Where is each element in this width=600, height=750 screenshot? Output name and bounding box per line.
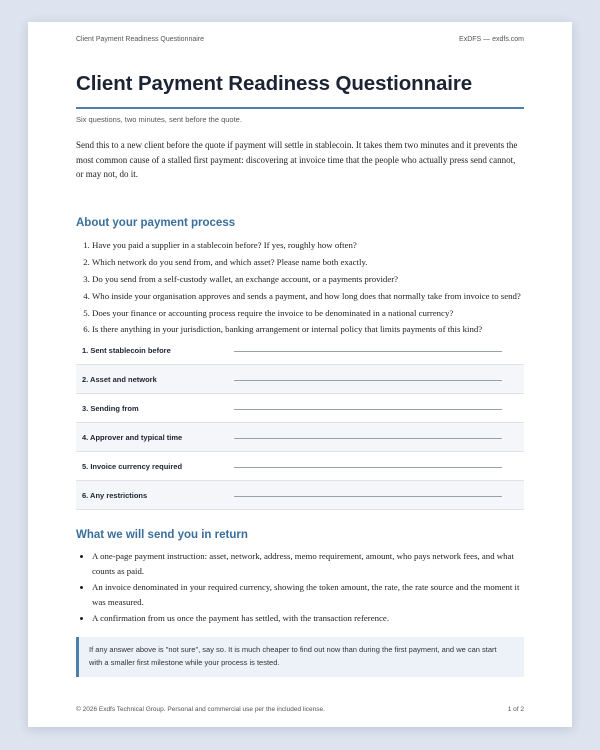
answer-line[interactable]: [234, 496, 502, 497]
note-callout: If any answer above is "not sure", say so. It is much cheaper to find out now than during the first payment, and we can start with a smaller first milestone while your process is tested.: [76, 637, 524, 677]
intro-paragraph: Send this to a new client before the quote if payment will settle in stablecoin. It takes them two minutes and it prevents the most common cause of a stalled first payment: discovering at invoice time that the people who actually press send cannot, or may not, do it.: [76, 140, 518, 179]
running-header-site: ExDFS — exdfs.com: [459, 36, 524, 43]
document-page: [28, 22, 572, 727]
title-divider: [76, 107, 524, 109]
answer-table: [76, 336, 524, 510]
return-item: • A one-page payment instruction: asset, network, address, memo requirement, amount, who pays network fees, and what counts as paid.: [92, 549, 524, 578]
running-header: [76, 36, 524, 43]
question-item: 3. Do you send from a self-custody wallet, an exchange account, or a payments provider?: [92, 272, 524, 287]
answer-row-restrictions[interactable]: [76, 481, 524, 510]
section-heading-payment-process: About your payment process: [76, 217, 236, 229]
answer-row-asset-network[interactable]: [76, 365, 524, 394]
answer-label: 5. Invoice currency required: [82, 461, 183, 471]
questions-list: [76, 238, 524, 339]
answer-line[interactable]: [234, 438, 502, 439]
answer-row-approver[interactable]: [76, 423, 524, 452]
page-title: Client Payment Readiness Questionnaire: [76, 72, 473, 95]
answer-line[interactable]: [234, 409, 502, 410]
running-header-title: Client Payment Readiness Questionnaire: [76, 36, 205, 43]
question-item: 5. Does your finance or accounting process require the invoice to be denominated in a national currency?: [92, 306, 524, 321]
page-subtitle: Six questions, two minutes, sent before the quote.: [76, 115, 242, 124]
question-item: 6. Is there anything in your jurisdiction, banking arrangement or internal policy that limits payments of this kind?: [92, 322, 524, 337]
question-item: 1. Have you paid a supplier in a stablecoin before? If yes, roughly how often?: [92, 238, 524, 253]
answer-label: 2. Asset and network: [82, 374, 157, 384]
answer-row-invoice-currency[interactable]: [76, 452, 524, 481]
answer-line[interactable]: [234, 351, 502, 352]
returns-list: [76, 549, 524, 628]
answer-label: 6. Any restrictions: [82, 490, 148, 500]
answer-label: 4. Approver and typical time: [82, 432, 183, 442]
answer-row-sending-from[interactable]: [76, 394, 524, 423]
question-item: 4. Who inside your organisation approves and sends a payment, and how long does that normally take from invoice to send?: [92, 289, 524, 304]
answer-line[interactable]: [234, 467, 502, 468]
answer-line[interactable]: [234, 380, 502, 381]
answer-label: 1. Sent stablecoin before: [82, 345, 171, 355]
page-footer: [76, 706, 524, 713]
page-number: 1 of 2: [507, 706, 524, 713]
section-heading-return: What we will send you in return: [76, 529, 248, 541]
answer-label: 3. Sending from: [82, 403, 139, 413]
footer-copyright: © 2026 Exdfs Technical Group. Personal and commercial use per the included license.: [76, 706, 325, 713]
question-item: 2. Which network do you send from, and which asset? Please name both exactly.: [92, 255, 524, 270]
return-item: • An invoice denominated in your required currency, showing the token amount, the rate, the rate source and the moment it was measured.: [92, 580, 524, 609]
return-item: • A confirmation from us once the payment has settled, with the transaction reference.: [92, 611, 524, 626]
answer-row-sent-before[interactable]: [76, 336, 524, 365]
